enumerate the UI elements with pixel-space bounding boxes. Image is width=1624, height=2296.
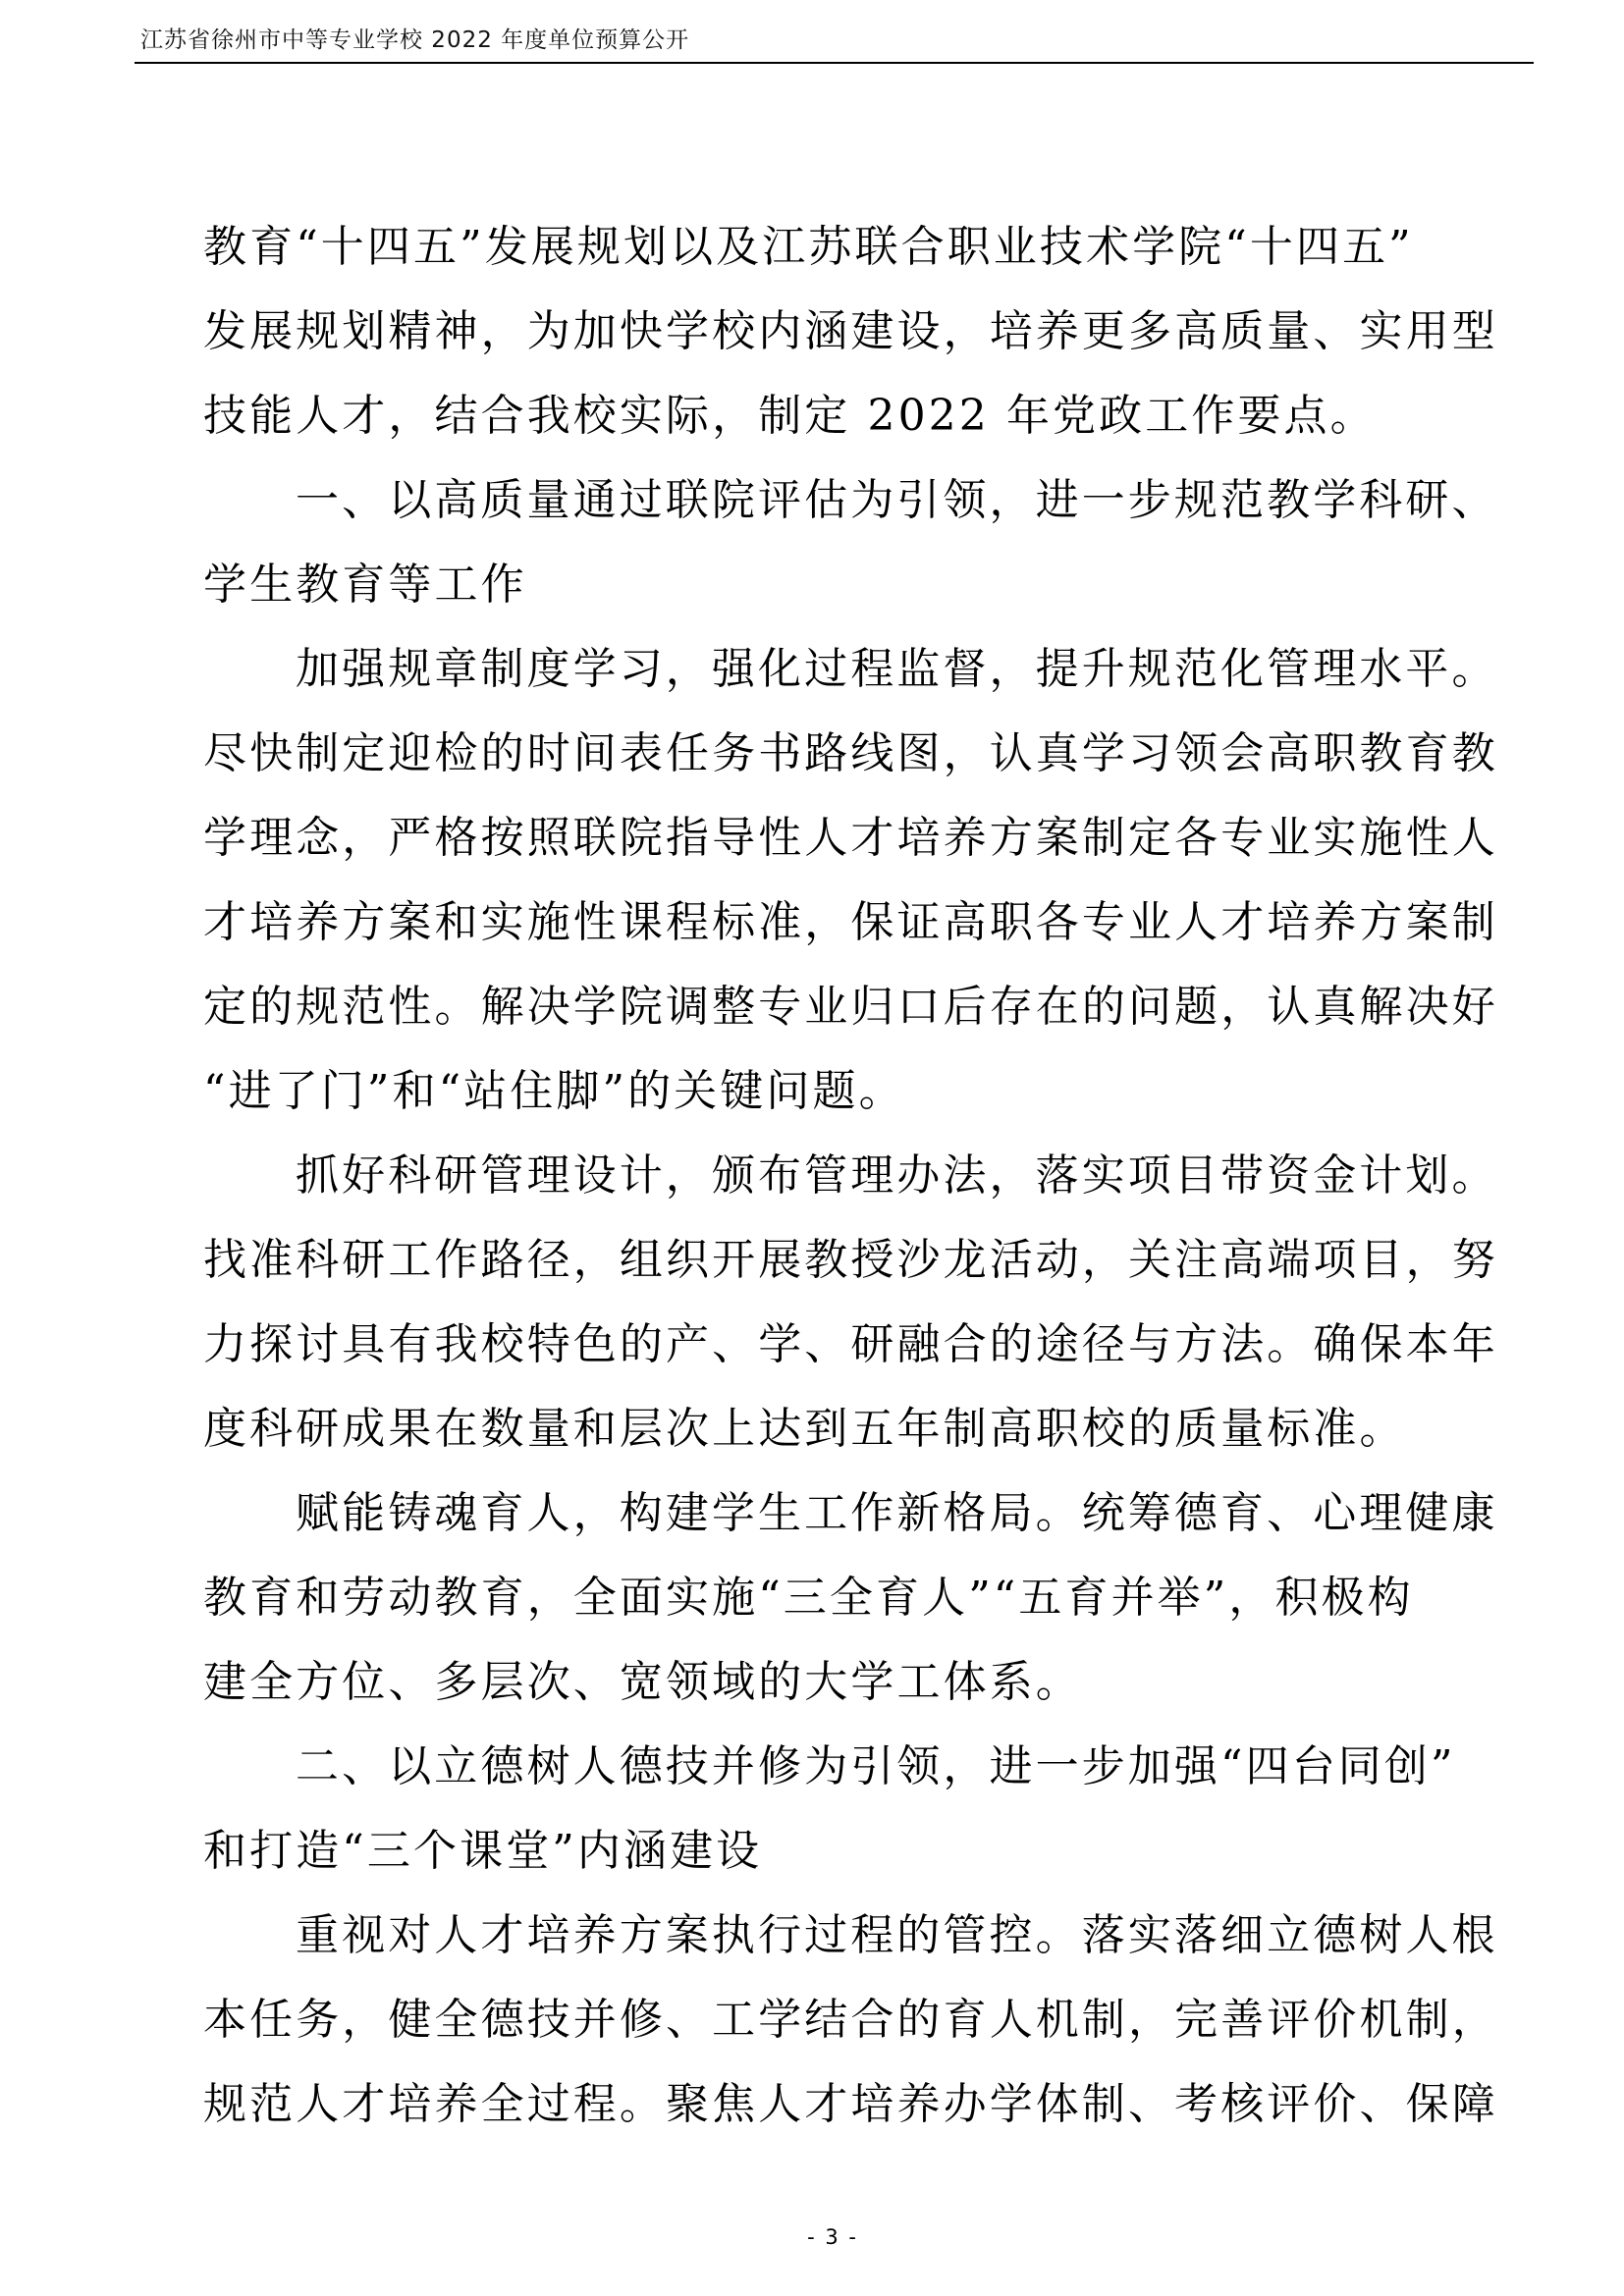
body-line: 一、以高质量通过联院评估为引领，进一步规范教学科研、: [296, 475, 1498, 525]
body-line: 才培养方案和实施性课程标准，保证高职各专业人才培养方案制: [203, 897, 1498, 947]
header-divider: [135, 62, 1534, 64]
body-line: 度科研成果在数量和层次上达到五年制高职校的质量标准。: [203, 1404, 1406, 1454]
body-line: 技能人才，结合我校实际，制定 2022 年党政工作要点。: [203, 391, 1377, 441]
body-line: 找准科研工作路径，组织开展教授沙龙活动，关注高端项目，努: [203, 1235, 1498, 1285]
body-line: 本任务，健全德技并修、工学结合的育人机制，完善评价机制，: [203, 1995, 1498, 2045]
body-line: 和打造“三个课堂”内涵建设: [203, 1826, 763, 1876]
body-line: 发展规划精神，为加快学校内涵建设，培养更多高质量、实用型: [203, 306, 1498, 356]
body-line: 定的规范性。解决学院调整专业归口后存在的问题，认真解决好: [203, 982, 1498, 1032]
body-line: 学理念，严格按照联院指导性人才培养方案制定各专业实施性人: [203, 813, 1498, 863]
body-line: 学生教育等工作: [203, 560, 527, 610]
body-line: 二、以立德树人德技并修为引领，进一步加强“四台同创”: [296, 1741, 1456, 1791]
body-line: 尽快制定迎检的时间表任务书路线图，认真学习领会高职教育教: [203, 728, 1498, 778]
body-line: 抓好科研管理设计，颁布管理办法，落实项目带资金计划。: [296, 1150, 1498, 1201]
header-title: 江苏省徐州市中等专业学校 2022 年度单位预算公开: [140, 27, 690, 53]
body-line: 重视对人才培养方案执行过程的管控。落实落细立德树人根: [296, 1910, 1498, 1960]
page-number: - 3 -: [807, 2225, 858, 2249]
body-line: 规范人才培养全过程。聚焦人才培养办学体制、考核评价、保障: [203, 2079, 1498, 2129]
body-line: 建全方位、多层次、宽领域的大学工体系。: [203, 1657, 1082, 1707]
body-line: 力探讨具有我校特色的产、学、研融合的途径与方法。确保本年: [203, 1319, 1498, 1369]
body-line: 教育和劳动教育，全面实施“三全育人”“五育并举”，积极构: [203, 1573, 1414, 1623]
body-line: 教育“十四五”发展规划以及江苏联合职业技术学院“十四五”: [203, 222, 1414, 272]
body-line: 加强规章制度学习，强化过程监督，提升规范化管理水平。: [296, 644, 1498, 694]
document-body: [203, 218, 1498, 2160]
body-line: 赋能铸魂育人，构建学生工作新格局。统筹德育、心理健康: [296, 1488, 1498, 1538]
body-line: “进了门”和“站住脚”的关键问题。: [203, 1066, 905, 1116]
